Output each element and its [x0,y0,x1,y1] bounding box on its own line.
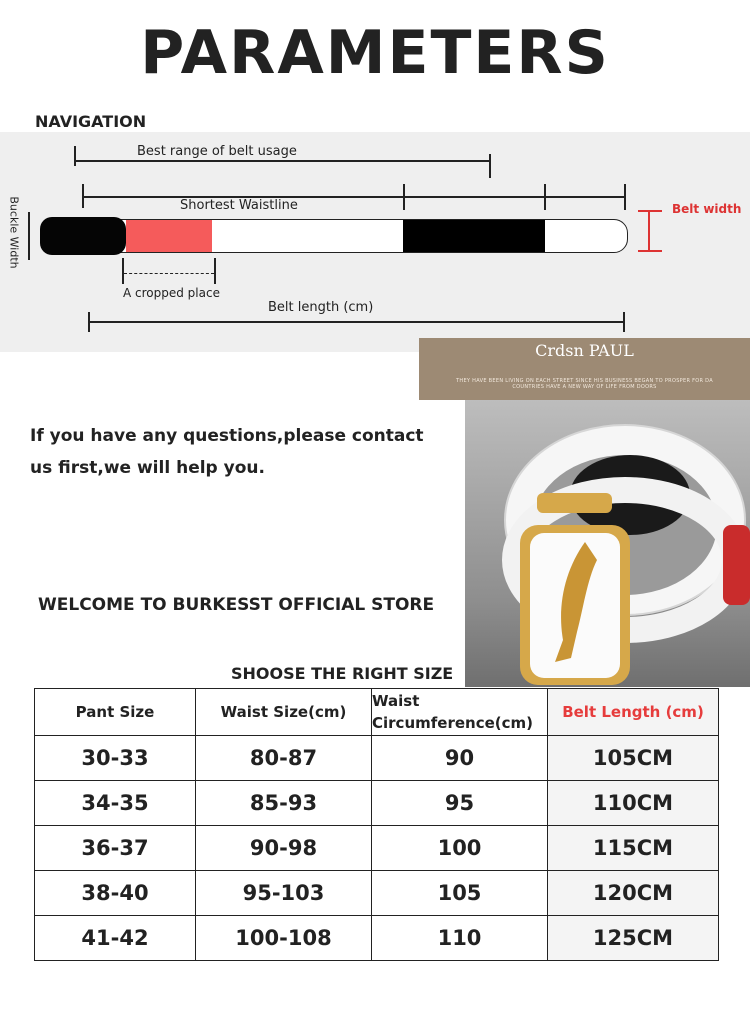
cropped-place-label: A cropped place [123,286,220,300]
best-range-line [74,160,490,162]
header-waist-line1: Waist [372,692,420,710]
cell-waist-size: 80-87 [196,736,372,781]
cell-pant-size: 41-42 [35,916,196,961]
belt-buckle [40,217,126,255]
header-belt-length: Belt Length (cm) [548,689,719,736]
brand-tagline-line2: COUNTRIES HAVE A NEW WAY OF LIFE FROM DOORS [512,384,657,390]
cropped-tick-left [122,258,124,284]
brand-tagline-line1: THEY HAVE BEEN LIVING ON EACH STREET SINCE HIS BUSINESS BEGAN TO PROSPER FOR DA [456,378,713,384]
table-row [35,736,719,781]
best-range-label: Best range of belt usage [137,144,297,159]
cell-waist-size: 90-98 [196,826,372,871]
cell-pant-size: 34-35 [35,781,196,826]
belt-red-section [126,220,212,252]
waistline-tick-mid1 [403,184,405,210]
header-waist-size: Waist Size(cm) [196,689,372,736]
cell-waist-circumference: 100 [372,826,548,871]
brand-tagline [419,378,750,390]
belt-length-label: Belt length (cm) [268,300,374,315]
header-waist-circumference [372,689,548,736]
belt-width-label: Belt width [672,202,742,216]
table-row [35,781,719,826]
belt-black-section [403,220,545,252]
best-range-tick-right [489,154,491,178]
cropped-tick-right [214,258,216,284]
cell-belt-length: 120CM [548,871,719,916]
size-table-heading: SHOOSE THE RIGHT SIZE [231,664,454,683]
belt-diagram [0,132,750,352]
cell-belt-length: 105CM [548,736,719,781]
header-waist-line2: Circumference(cm) [372,714,533,732]
welcome-message: WELCOME TO BURKESST OFFICIAL STORE [38,595,435,615]
brand-banner [419,338,750,400]
shortest-waistline-label: Shortest Waistline [176,198,302,213]
cell-waist-circumference: 105 [372,871,548,916]
cell-pant-size: 30-33 [35,736,196,781]
cell-pant-size: 36-37 [35,826,196,871]
brand-name: Crdsn PAUL [535,341,634,360]
size-table [34,688,719,961]
cell-pant-size: 38-40 [35,871,196,916]
header-pant-size: Pant Size [35,689,196,736]
navigation-heading: NAVIGATION [35,112,147,131]
page-title: PARAMETERS [140,18,610,88]
buckle-width-line [28,212,30,260]
cell-waist-circumference: 95 [372,781,548,826]
contact-message: If you have any questions,please contact us first,we will help you. [30,426,424,478]
cell-belt-length: 115CM [548,826,719,871]
table-header-row [35,689,719,736]
cell-waist-circumference: 110 [372,916,548,961]
cell-belt-length: 125CM [548,916,719,961]
table-row [35,916,719,961]
belt-width-line [648,210,650,252]
table-row [35,826,719,871]
cell-waist-circumference: 90 [372,736,548,781]
length-tick-right [623,312,625,332]
cropped-line [124,273,214,274]
belt-width-tick-top [638,210,662,212]
product-photo [465,400,750,687]
cell-belt-length: 110CM [548,781,719,826]
cell-waist-size: 95-103 [196,871,372,916]
cell-waist-size: 85-93 [196,781,372,826]
belt-width-tick-bottom [638,250,662,252]
best-range-tick-left [74,146,76,166]
belt-length-line [88,321,624,323]
waistline-tick-right [624,184,626,210]
cell-waist-size: 100-108 [196,916,372,961]
table-row [35,871,719,916]
buckle-width-label: Buckle Width [7,196,21,269]
white-belt-image [465,400,750,687]
waistline-tick-mid2 [544,184,546,210]
